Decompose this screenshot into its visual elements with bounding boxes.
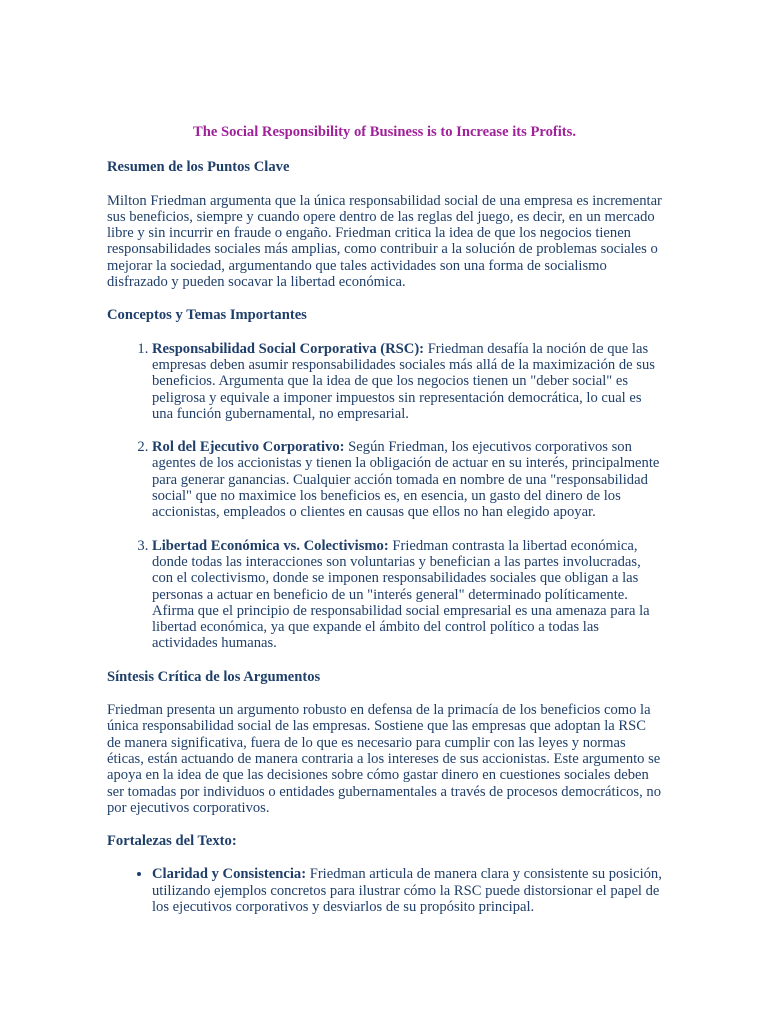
- section-heading-resumen: Resumen de los Puntos Clave: [107, 159, 290, 176]
- list-item: [152, 439, 662, 520]
- concepts-list: [107, 341, 662, 652]
- list-item-term: Rol del Ejecutivo Corporativo:: [152, 439, 345, 456]
- section-heading-conceptos: Conceptos y Temas Importantes: [107, 307, 307, 324]
- document-title: The Social Responsibility of Business is to Increase its Profits.: [193, 124, 576, 140]
- list-item: [152, 341, 662, 422]
- section-paragraph-sintesis: Friedman presenta un argumento robusto en defensa de la primacía de los beneficios como la única responsabilidad social de las empresas. Sostiene que las empresas que adoptan la RSC de manera significativa, fuera de lo que es necesario para cumplir con las leyes y normas éticas, están actuando de manera contraria a los intereses de sus accionistas. Este argumento se apoya en la idea de que las decisiones sobre cómo gastar dinero en cuestiones sociales deben ser tomadas por individuos o entidades gubernamentales a través de procesos democráticos, no por ejecutivos corporativos.: [107, 702, 661, 816]
- list-item-term: Responsabilidad Social Corporativa (RSC):: [152, 340, 425, 357]
- list-item-text: Friedman contrasta la libertad económica, donde todas las interacciones son voluntarias y benefician a las partes involucradas, con el colectivismo, donde se imponen responsabilidades sociales que obligan a las personas a actuar en beneficio de un "interés general" determinado políticamente. Afirma que el principio de responsabilidad social empresarial es una amenaza para la libertad económica, ya que expande el ámbito del control político a todas las actividades humanas.: [152, 537, 650, 652]
- bullet-item-term: Claridad y Consistencia:: [152, 866, 307, 883]
- section-heading-sintesis: Síntesis Crítica de los Argumentos: [107, 668, 321, 685]
- list-item-text: Friedman desafía la noción de que las empresas deben asumir responsabilidades sociales más allá de la maximización de sus beneficios. Argumenta que la idea de que los negocios tienen un "deber social" es peligrosa y equivale a imponer impuestos sin representación democrática, lo cual es una función gubernamental, no empresarial.: [152, 340, 655, 422]
- list-item: [152, 538, 662, 652]
- bullet-item: [152, 866, 662, 915]
- section-heading-fortalezas: Fortalezas del Texto:: [107, 833, 237, 850]
- bullet-item-text: Friedman articula de manera clara y consistente su posición, utilizando ejemplos concretos para ilustrar cómo la RSC puede distorsionar el papel de los ejecutivos corporativos y desviarlos de su propósito principal.: [152, 866, 662, 915]
- section-paragraph-resumen: Milton Friedman argumenta que la única responsabilidad social de una empresa es incrementar sus beneficios, siempre y cuando opere dentro de las reglas del juego, es decir, en un mercado libre y sin incurrir en fraude o engaño. Friedman critica la idea de que los negocios tienen responsabilidades sociales más amplias, como contribuir a la solución de problemas sociales o mejorar la sociedad, argumentando que tales actividades son una forma de socialismo disfrazado y pueden socavar la libertad económica.: [107, 192, 662, 291]
- list-item-text: Según Friedman, los ejecutivos corporativos son agentes de los accionistas y tienen la obligación de actuar en su interés, principalmente para generar ganancias. Cualquier acción tomada en nombre de una "responsabilidad social" que no maximice los beneficios es, en esencia, un gasto del dinero de los accionistas, empleados o clientes en causas que ellos no han elegido apoyar.: [152, 439, 660, 521]
- list-item-term: Libertad Económica vs. Colectivismo:: [152, 537, 389, 554]
- strengths-list: [107, 866, 662, 915]
